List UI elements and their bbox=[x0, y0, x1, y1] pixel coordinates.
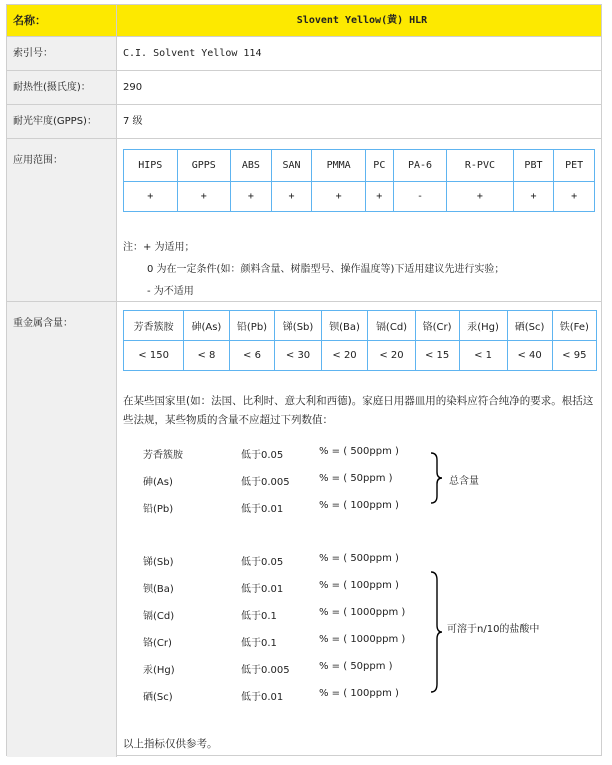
metals-header-row bbox=[124, 311, 597, 341]
app-value-cell: + bbox=[177, 182, 231, 212]
limit-value: 低于0.05 bbox=[241, 557, 284, 568]
spec-table bbox=[6, 4, 602, 756]
limit-name: 铅(Pb) bbox=[143, 504, 174, 515]
heavy-metals-content bbox=[117, 302, 601, 757]
metal-header-cell: 汞(Hg) bbox=[459, 311, 507, 341]
application-label: 应用范围： bbox=[7, 139, 117, 301]
limit-name: 芳香簇胺 bbox=[143, 450, 183, 461]
application-header-row bbox=[124, 150, 595, 182]
limit-name: 砷(As) bbox=[143, 477, 173, 488]
limit-ppm: % = ( 100ppm ) bbox=[319, 500, 399, 511]
app-value-cell: + bbox=[447, 182, 513, 212]
application-value-row bbox=[124, 182, 595, 212]
app-value-cell: + bbox=[365, 182, 393, 212]
limit-ppm: % = ( 100ppm ) bbox=[319, 688, 399, 699]
group2-label: 可溶于n/10的盐酸中 bbox=[447, 624, 540, 635]
metal-value-cell: < 95 bbox=[552, 341, 596, 371]
metal-value-cell: < 20 bbox=[321, 341, 368, 371]
metal-value-cell: < 15 bbox=[415, 341, 459, 371]
metal-header-cell: 铅(Pb) bbox=[229, 311, 275, 341]
group1-brace bbox=[429, 452, 443, 504]
app-header-cell: PBT bbox=[513, 150, 554, 182]
metal-header-cell: 硒(Sc) bbox=[507, 311, 552, 341]
limit-ppm: % = ( 1000ppm ) bbox=[319, 607, 406, 618]
metal-header-cell: 铁(Fe) bbox=[552, 311, 596, 341]
app-header-cell: ABS bbox=[231, 150, 272, 182]
limit-ppm: % = ( 50ppm ) bbox=[319, 473, 393, 484]
app-value-cell: + bbox=[312, 182, 366, 212]
limit-value: 低于0.01 bbox=[241, 692, 284, 703]
metal-header-cell: 钡(Ba) bbox=[321, 311, 368, 341]
footer-note: 以上指标仅供参考。 bbox=[123, 738, 218, 750]
metal-value-cell: < 8 bbox=[184, 341, 229, 371]
app-value-cell: - bbox=[393, 182, 447, 212]
metal-value-cell: < 40 bbox=[507, 341, 552, 371]
app-header-cell: PMMA bbox=[312, 150, 366, 182]
limit-ppm: % = ( 50ppm ) bbox=[319, 661, 393, 672]
metals-value-row bbox=[124, 341, 597, 371]
heavy-metals-grid bbox=[123, 310, 597, 371]
limit-name: 镉(Cd) bbox=[143, 611, 175, 622]
application-content bbox=[117, 139, 601, 301]
limit-value: 低于0.1 bbox=[241, 638, 277, 649]
metal-value-cell: < 150 bbox=[124, 341, 184, 371]
metal-value-cell: < 30 bbox=[275, 341, 321, 371]
limit-ppm: % = ( 500ppm ) bbox=[319, 446, 399, 457]
app-header-cell: PET bbox=[554, 150, 595, 182]
group1-label: 总含量 bbox=[449, 476, 479, 487]
app-header-cell: GPPS bbox=[177, 150, 231, 182]
limit-value: 低于0.005 bbox=[241, 665, 290, 676]
app-value-cell: + bbox=[231, 182, 272, 212]
limit-name: 钡(Ba) bbox=[143, 584, 174, 595]
metal-value-cell: < 6 bbox=[229, 341, 275, 371]
metal-header-cell: 锑(Sb) bbox=[275, 311, 321, 341]
limit-name: 锑(Sb) bbox=[143, 557, 174, 568]
app-header-cell: PC bbox=[365, 150, 393, 182]
application-row bbox=[7, 139, 601, 302]
index-value: C.I. Solvent Yellow 114 bbox=[123, 48, 262, 59]
app-header-cell: HIPS bbox=[124, 150, 178, 182]
note-conditional: 0 为在一定条件(如：颜料含量、树脂型号、操作温度等)下适用建议先进行实验； bbox=[147, 264, 505, 275]
metal-header-cell: 砷(As) bbox=[184, 311, 229, 341]
light-row bbox=[7, 105, 601, 139]
heavy-metals-row bbox=[7, 302, 601, 757]
metal-value-cell: < 1 bbox=[459, 341, 507, 371]
limit-value: 低于0.01 bbox=[241, 504, 284, 515]
limit-value: 低于0.05 bbox=[241, 450, 284, 461]
app-value-cell: + bbox=[554, 182, 595, 212]
app-value-cell: + bbox=[513, 182, 554, 212]
group2-brace bbox=[429, 571, 443, 693]
note-not-applicable: - 为不适用 bbox=[147, 286, 194, 297]
limit-value: 低于0.1 bbox=[241, 611, 277, 622]
application-grid bbox=[123, 149, 595, 212]
light-value: 7 级 bbox=[123, 116, 143, 127]
limit-name: 硒(Sc) bbox=[143, 692, 173, 703]
heat-value: 290 bbox=[123, 82, 143, 93]
limit-value: 低于0.01 bbox=[241, 584, 284, 595]
limit-name: 铬(Cr) bbox=[143, 638, 172, 649]
heat-row bbox=[7, 71, 601, 105]
index-row bbox=[7, 37, 601, 71]
app-header-cell: PA-6 bbox=[393, 150, 447, 182]
limit-name: 汞(Hg) bbox=[143, 665, 175, 676]
header-row bbox=[7, 5, 601, 37]
heat-label: 耐热性(摄氏度)： bbox=[7, 71, 117, 104]
note-applicable: 注：+ 为适用； bbox=[123, 242, 195, 253]
limit-value: 低于0.005 bbox=[241, 477, 290, 488]
regulation-paragraph: 在某些国家里(如：法国、比利时、意大利和西德)。家庭日用器皿用的染料应符合纯净的要求。根括这些法规，某些物质的含量不应超过下列数值： bbox=[123, 395, 594, 426]
metal-header-cell: 芳香簇胺 bbox=[124, 311, 184, 341]
app-value-cell: + bbox=[271, 182, 312, 212]
limit-ppm: % = ( 500ppm ) bbox=[319, 553, 399, 564]
metal-header-cell: 铬(Cr) bbox=[415, 311, 459, 341]
limit-ppm: % = ( 1000ppm ) bbox=[319, 634, 406, 645]
app-header-cell: SAN bbox=[271, 150, 312, 182]
metal-header-cell: 镉(Cd) bbox=[368, 311, 415, 341]
name-label: 名称： bbox=[7, 5, 117, 36]
app-value-cell: + bbox=[124, 182, 178, 212]
heavy-metals-label: 重金属含量： bbox=[7, 302, 117, 757]
index-label: 索引号： bbox=[7, 37, 117, 70]
light-label: 耐光牢度(GPPS)： bbox=[7, 105, 117, 138]
app-header-cell: R-PVC bbox=[447, 150, 513, 182]
product-name: Slovent Yellow(黄) HLR bbox=[117, 5, 601, 36]
limit-ppm: % = ( 100ppm ) bbox=[319, 580, 399, 591]
metal-value-cell: < 20 bbox=[368, 341, 415, 371]
